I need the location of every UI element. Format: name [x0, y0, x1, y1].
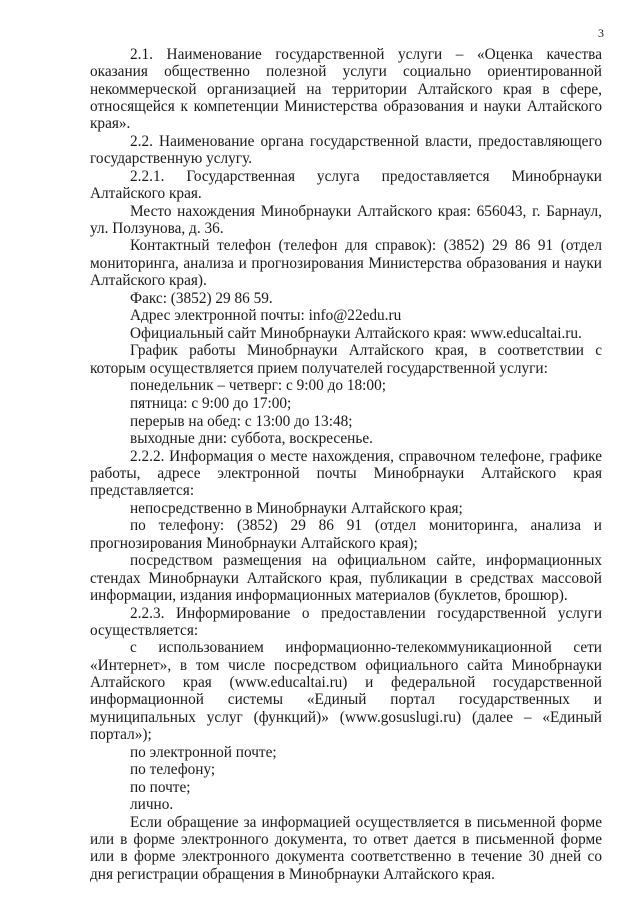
paragraph-location: Место нахождения Минобрнауки Алтайского края: 656043, г. Барнаул, ул. Ползунова, д. 36. [90, 202, 602, 237]
paragraph-2-2-1: 2.2.1. Государственная услуга предоставляется Минобрнауки Алтайского края. [90, 167, 602, 202]
informing-in-person: лично. [130, 796, 174, 814]
paragraph-2-2-2: 2.2.2. Информация о месте нахождения, справочном телефоне, графике работы, адресе электронной почты Минобрнауки Алтайского края представляется: [90, 447, 602, 500]
paragraph-contact-phone: Контактный телефон (телефон для справок): (3852) 29 86 91 (отдел мониторинга, анализа и прогнозирования Министерства образования и науки Алтайского края). [90, 237, 602, 290]
paragraph-written-response: Если обращение за информацией осуществляется в письменной форме или в форме электронного документа, то ответ дается в письменной форме или в форме электронного документа соответственно в течение 30 дней со дня регистрации обращения в Минобрнауки Алтайского края. [90, 813, 602, 883]
document-body [90, 46, 602, 883]
info-by-website: посредством размещения на официальном сайте, информационных стендах Минобрнауки Алтайского края, публикации в средствах массовой информации, издания информационных материалов (буклетов, брошюр). [90, 552, 602, 604]
schedule-weekend: выходные дни: суббота, воскресенье. [130, 430, 373, 448]
informing-email: по электронной почте; [130, 743, 277, 761]
schedule-fri: пятница: с 9:00 до 17:00; [130, 394, 292, 412]
schedule-lunch: перерыв на обед: с 13:00 до 13:48; [130, 412, 353, 430]
informing-phone: по телефону; [130, 761, 216, 779]
paragraph-2-2: 2.2. Наименование органа государственной власти, предоставляющего государственную услугу. [90, 132, 602, 168]
info-directly: непосредственно в Минобрнауки Алтайского края; [130, 499, 463, 517]
page-number: 3 [598, 26, 604, 40]
paragraph-schedule: График работы Минобрнауки Алтайского края, в соответствии с которым осуществляется прием получателей государственной услуги: [90, 342, 602, 377]
schedule-mon-thu: понедельник – четверг: с 9:00 до 18:00; [130, 377, 386, 395]
informing-internet: с использованием информационно-телекоммуникационной сети «Интернет», в том числе посредством официального сайта Минобрнауки Алтайского края (www.educaltai.ru) и федеральной государственной информационной системы «Единый портал государственных и муниципальных услуг (функций)» (www.gosuslugi.ru) (далее – «Единый портал»); [90, 639, 602, 743]
informing-mail: по почте; [130, 778, 191, 796]
paragraph-2-2-3: 2.2.3. Информирование о предоставлении государственной услуги осуществляется: [90, 604, 602, 639]
info-by-phone: по телефону: (3852) 29 86 91 (отдел мониторинга, анализа и прогнозирования Минобрнауки Алтайского края); [90, 517, 602, 552]
paragraph-email: Адрес электронной почты: info@22edu.ru [130, 307, 402, 325]
paragraph-2-1: 2.1. Наименование государственной услуги – «Оценка качества оказания общественно полезной услуги социально ориентированной некоммерческой организацией на территории Алтайского края в сфере, относящейся к компетенции Министерства образования и науки Алтайского края». [90, 46, 602, 133]
paragraph-website: Официальный сайт Минобрнауки Алтайского края: www.educaltai.ru. [130, 324, 582, 342]
paragraph-fax: Факс: (3852) 29 86 59. [130, 289, 273, 307]
